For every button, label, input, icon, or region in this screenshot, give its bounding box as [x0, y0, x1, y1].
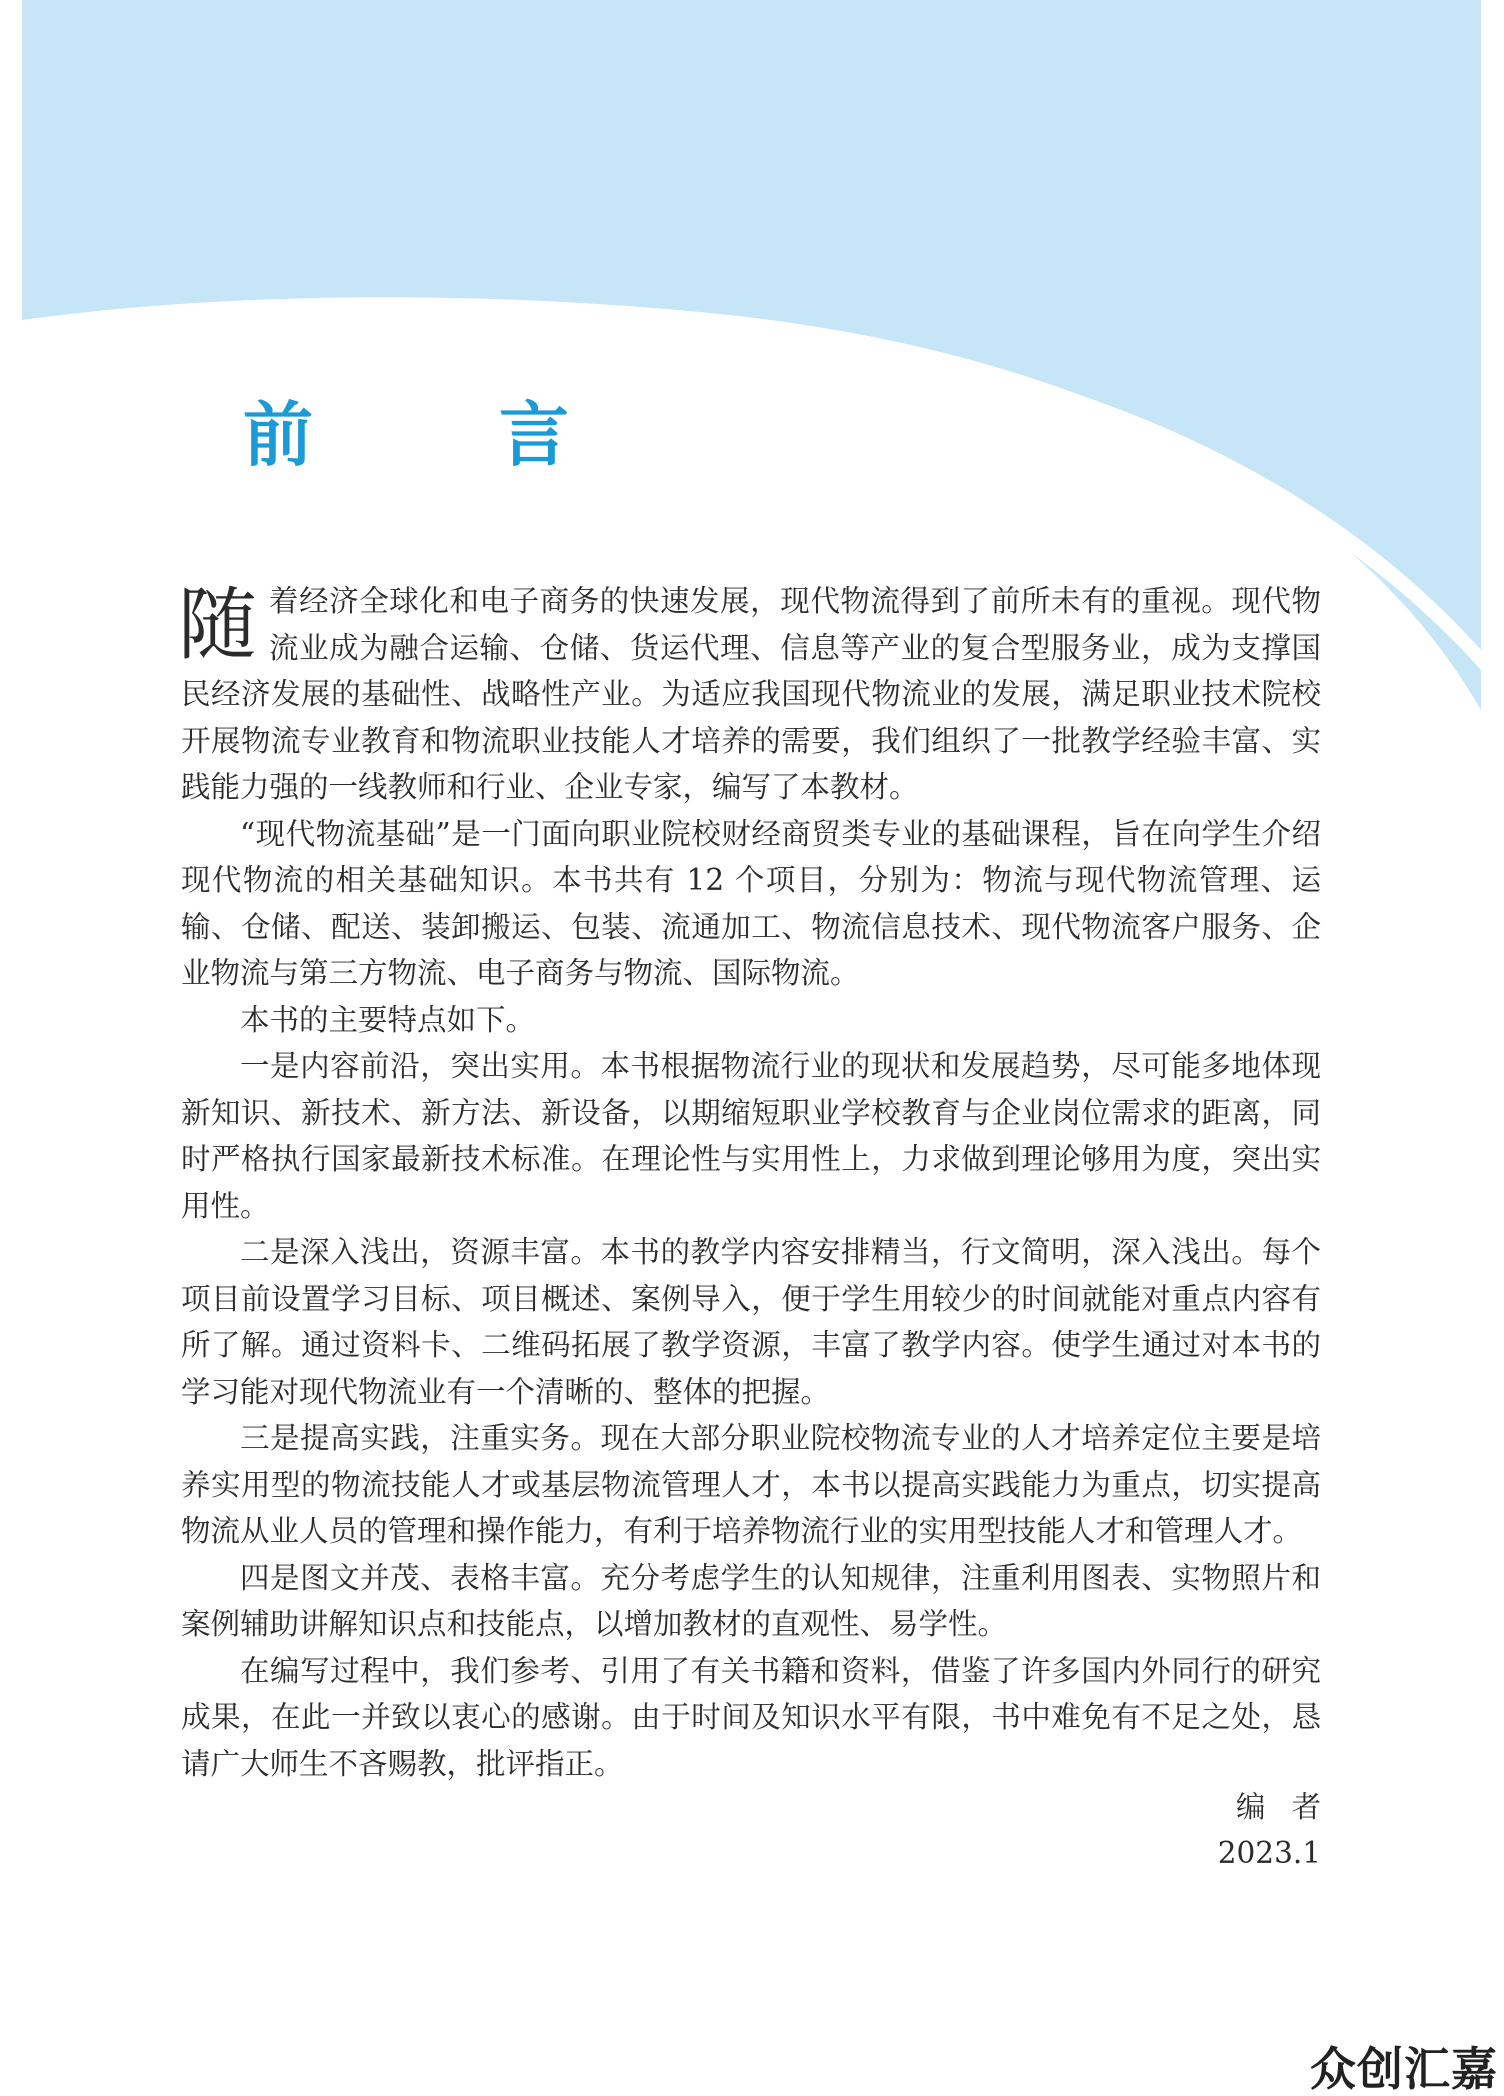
paragraph-4: 一是内容前沿，突出实用。本书根据物流行业的现状和发展趋势，尽可能多地体现新知识、新技术、新方法、新设备，以期缩短职业学校教育与企业岗位需求的距离，同时严格执行国家最新技术标准。在理论性与实用性上，力求做到理论够用为度，突出实用性。	[181, 1049, 1321, 1223]
paragraph-3: 本书的主要特点如下。	[240, 1002, 536, 1037]
page-title: 前 言	[243, 393, 627, 476]
drop-cap: 随	[178, 579, 257, 671]
paragraph-1-text: 着经济全球化和电子商务的快速发展，现代物流得到了前所未有的重视。现代物流业成为融合运输、仓储、货运代理、信息等产业的复合型服务业，成为支撑国民经济发展的基础性、战略性产业。为适应我国现代物流业的发展，满足职业技术院校开展物流专业教育和物流职业技能人才培养的需要，我们组织了一批教学经验丰富、实践能力强的一线教师和行业、企业专家，编写了本教材。	[181, 584, 1321, 804]
paragraph-7: 四是图文并茂、表格丰富。充分考虑学生的认知规律，注重利用图表、实物照片和案例辅助讲解知识点和技能点，以增加教材的直观性、易学性。	[181, 1560, 1321, 1641]
paragraph-2: “现代物流基础”是一门面向职业院校财经商贸类专业的基础课程，旨在向学生介绍现代物流的相关基础知识。本书共有 12 个项目，分别为：物流与现代物流管理、运输、仓储、配送、装卸搬运、包装、流通加工、物流信息技术、现代物流客户服务、企业物流与第三方物流、电子商务与物流、国际物流。	[181, 816, 1321, 990]
paragraph-6: 三是提高实践，注重实务。现在大部分职业院校物流专业的人才培养定位主要是培养实用型的物流技能人才或基层物流管理人才，本书以提高实践能力为重点，切实提高物流从业人员的管理和操作能力，有利于培养物流行业的实用型技能人才和管理人才。	[181, 1421, 1321, 1548]
paragraph-1	[178, 578, 1321, 811]
paragraph-5: 二是深入浅出，资源丰富。本书的教学内容安排精当，行文简明，深入浅出。每个项目前设置学习目标、项目概述、案例导入，便于学生用较少的时间就能对重点内容有所了解。通过资料卡、二维码拓展了教学资源，丰富了教学内容。使学生通过对本书的学习能对现代物流业有一个清晰的、整体的把握。	[181, 1235, 1321, 1409]
watermark-logo: 众创汇嘉	[1310, 2042, 1498, 2096]
signature-date: 2023.1	[1217, 1836, 1321, 1870]
paragraph-8: 在编写过程中，我们参考、引用了有关书籍和资料，借鉴了许多国内外同行的研究成果，在此一并致以衷心的感谢。由于时间及知识水平有限，书中难免有不足之处，恳请广大师生不吝赐教，批评指正。	[181, 1653, 1321, 1781]
preface-body	[178, 578, 1321, 1787]
signature-block	[1217, 1784, 1347, 1876]
author-signature: 编者	[1235, 1790, 1347, 1824]
